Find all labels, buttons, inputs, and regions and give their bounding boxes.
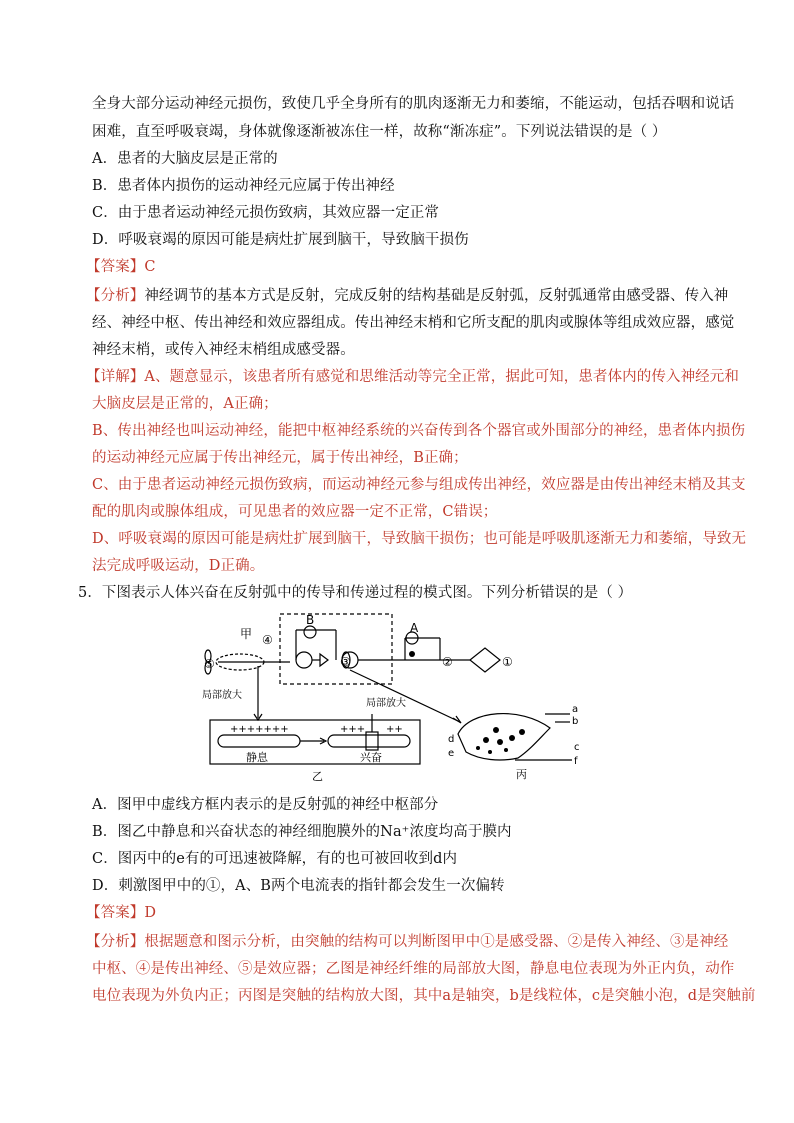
q5-analysis-line-1 bbox=[86, 932, 728, 952]
label-n1: ① bbox=[502, 655, 513, 669]
q5-option-c: C．图丙中的e有的可迅速被降解，有的也可被回收到d内 bbox=[92, 851, 458, 867]
label-yi: 乙 bbox=[312, 770, 323, 783]
label-sd: d bbox=[448, 734, 455, 745]
q4-stem-line-1: 全身大部分运动神经元损伤，致使几乎全身所有的肌肉逐渐无力和萎缩，不能运动，包括吞咽和说话 bbox=[92, 96, 735, 112]
label-plus-right-b: ++ bbox=[386, 724, 403, 735]
q4-answer-value: C bbox=[144, 259, 156, 275]
q4-option-d: D．呼吸衰竭的原因可能是病灶扩展到脑干，导致脑干损伤 bbox=[92, 232, 469, 248]
q4-detail-line-8: 法完成呼吸运动，D正确。 bbox=[92, 558, 265, 574]
label-se: e bbox=[448, 748, 455, 759]
q5-analysis-line-3: 电位表现为外负内正；丙图是突触的结构放大图，其中a是轴突，b是线粒体，c是突触小泡，d是突触前 bbox=[92, 988, 756, 1004]
q5-analysis-text-1: 根据题意和图示分析，由突触的结构可以判断图甲中①是感受器、②是传入神经、③是神经 bbox=[144, 934, 729, 950]
q4-detail-tag: 【详解】 bbox=[86, 369, 145, 385]
q5-stem: 5．下图表示人体兴奋在反射弧中的传导和传递过程的模式图。下列分析错误的是（ ） bbox=[78, 585, 633, 601]
q4-option-c: C．由于患者运动神经元损伤致病，其效应器一定正常 bbox=[92, 205, 439, 221]
q4-detail-line-6: 配的肌肉或腺体组成，可见患者的效应器一定不正常，C错误； bbox=[92, 504, 498, 520]
label-rest: 静息 bbox=[246, 751, 268, 764]
label-a: A bbox=[410, 621, 419, 635]
label-sb: b bbox=[572, 716, 579, 727]
q4-analysis-text-1: 神经调节的基本方式是反射，完成反射的结构基础是反射弧，反射弧通常由感受器、传入神 bbox=[144, 288, 729, 304]
q4-detail-line-3: B、传出神经也叫运动神经，能把中枢神经系统的兴奋传到各个器官或外围部分的神经，患者体内损伤 bbox=[92, 423, 746, 439]
label-plus-left: +++++++ bbox=[230, 724, 289, 735]
q5-option-b: B．图乙中静息和兴奋状态的神经细胞膜外的Na⁺浓度均高于膜内 bbox=[92, 824, 512, 840]
label-n3: ③ bbox=[340, 655, 351, 669]
label-sc: c bbox=[574, 742, 580, 753]
label-sf: f bbox=[574, 756, 578, 767]
q5-answer bbox=[86, 903, 156, 923]
q4-option-a: A．患者的大脑皮层是正常的 bbox=[92, 151, 278, 167]
q4-detail-line-7: D、呼吸衰竭的原因可能是病灶扩展到脑干，导致脑干损伤；也可能是呼吸肌逐渐无力和萎缩，导致无 bbox=[92, 531, 747, 547]
q4-analysis-line-2: 经、神经中枢、传出神经和效应器组成。传出神经末梢和它所支配的肌肉或腺体等组成效应器，感觉 bbox=[92, 315, 735, 331]
neuron-body-1 bbox=[296, 652, 312, 668]
q4-option-b: B．患者体内损伤的运动神经元应属于传出神经 bbox=[92, 178, 395, 194]
q4-analysis-tag: 【分析】 bbox=[86, 288, 145, 304]
label-jia: 甲 bbox=[240, 627, 253, 641]
q5-option-a: A．图甲中虚线方框内表示的是反射弧的神经中枢部分 bbox=[92, 797, 439, 813]
q4-detail-line-1 bbox=[86, 367, 739, 387]
q5-option-d: D．刺激图甲中的①，A、B两个电流表的指针都会发生一次偏转 bbox=[92, 878, 505, 894]
label-zoom-2: 局部放大 bbox=[366, 698, 406, 709]
label-n4: ④ bbox=[262, 633, 273, 647]
q4-detail-line-4: 的运动神经元应属于传出神经元，属于传出神经，B正确； bbox=[92, 450, 468, 466]
label-sa: a bbox=[572, 704, 579, 715]
label-bing: 丙 bbox=[516, 768, 527, 781]
reflex-arc-figure bbox=[200, 610, 620, 790]
q5-answer-value: D bbox=[144, 905, 157, 921]
q4-analysis-line-1 bbox=[86, 286, 728, 306]
label-zoom-1: 局部放大 bbox=[202, 690, 242, 701]
q5-answer-tag: 【答案】 bbox=[86, 905, 145, 921]
label-plus-right-a: +++ bbox=[340, 724, 366, 735]
q4-answer-tag: 【答案】 bbox=[86, 259, 145, 275]
q4-detail-line-5: C、由于患者运动神经元损伤致病，而运动神经元参与组成传出神经，效应器是由传出神经末梢及其支 bbox=[92, 477, 746, 493]
label-n5: ⑤ bbox=[204, 657, 215, 671]
q4-analysis-line-3: 神经末梢，或传入神经末梢组成感受器。 bbox=[92, 342, 355, 358]
label-b: B bbox=[306, 613, 315, 627]
q5-analysis-tag: 【分析】 bbox=[86, 934, 145, 950]
receptor-diamond bbox=[470, 648, 500, 672]
q4-answer bbox=[86, 257, 156, 277]
label-excite: 兴奋 bbox=[360, 751, 382, 764]
label-n2: ② bbox=[442, 655, 453, 669]
q5-analysis-line-2: 中枢、④是传出神经、⑤是效应器；乙图是神经纤维的局部放大图，静息电位表现为外正内负，动作 bbox=[92, 961, 735, 977]
q4-stem-line-2: 困难，直至呼吸衰竭，身体就像逐渐被冻住一样，故称“渐冻症”。下列说法错误的是（ ） bbox=[92, 124, 667, 140]
q4-detail-text-1: A、题意显示，该患者所有感觉和思维活动等完全正常，据此可知，患者体内的传入神经元和 bbox=[144, 369, 739, 385]
q4-detail-line-2: 大脑皮层是正常的，A正确； bbox=[92, 396, 278, 412]
